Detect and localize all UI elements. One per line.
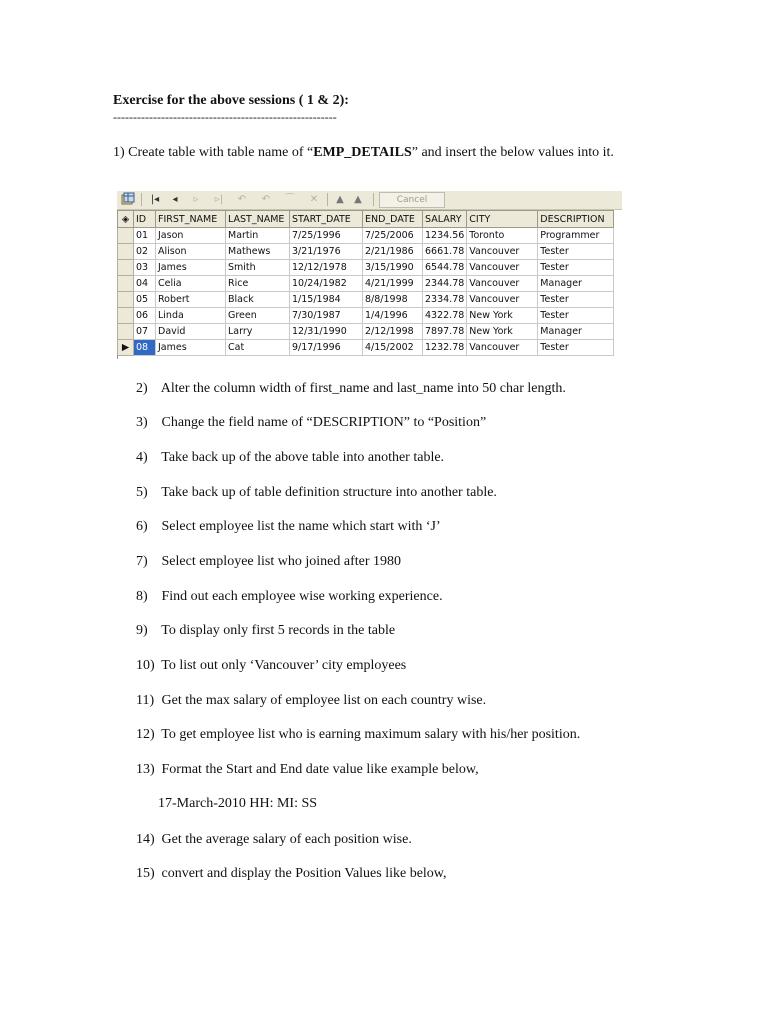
- table-cell[interactable]: Vancouver: [467, 340, 538, 356]
- clear-icon[interactable]: ✕: [309, 194, 319, 205]
- table-cell[interactable]: Vancouver: [467, 292, 538, 308]
- table-cell[interactable]: Tester: [538, 260, 614, 276]
- table-cell[interactable]: 1232.78: [423, 340, 467, 356]
- question-number: 9): [136, 623, 148, 638]
- table-cell[interactable]: 4322.78: [423, 308, 467, 324]
- table-cell[interactable]: 08: [134, 340, 156, 356]
- table-cell[interactable]: 10/24/1982: [290, 276, 363, 292]
- column-header[interactable]: ID: [134, 211, 156, 228]
- table-cell[interactable]: Martin: [226, 228, 290, 244]
- table-cell[interactable]: Larry: [226, 324, 290, 340]
- row-indicator[interactable]: [118, 228, 134, 244]
- question-number: 12): [136, 727, 155, 742]
- question-number: 8): [136, 589, 148, 604]
- table-cell[interactable]: 04: [134, 276, 156, 292]
- question-1: [113, 144, 653, 161]
- table-cell[interactable]: New York: [467, 308, 538, 324]
- question-text: To get employee list who is earning maximum salary with his/her position.: [161, 727, 581, 742]
- table-cell[interactable]: 01: [134, 228, 156, 244]
- question-number: 10): [136, 658, 155, 673]
- table-cell[interactable]: Black: [226, 292, 290, 308]
- question-text: Get the max salary of employee list on each country wise.: [161, 693, 487, 708]
- first-record-icon[interactable]: |◂: [150, 194, 160, 205]
- column-header[interactable]: LAST_NAME: [226, 211, 290, 228]
- table-cell[interactable]: Alison: [156, 244, 226, 260]
- table-cell[interactable]: 2334.78: [423, 292, 467, 308]
- grid-bottom-edge: [117, 355, 134, 359]
- table-row-selected[interactable]: [118, 340, 614, 356]
- question-item: [136, 554, 401, 570]
- question-text: To list out only ‘Vancouver’ city employees: [161, 658, 407, 673]
- table-cell[interactable]: 03: [134, 260, 156, 276]
- question-item: [136, 589, 443, 605]
- question-text: Format the Start and End date value like example below,: [161, 762, 479, 777]
- cancel-button[interactable]: Cancel: [379, 192, 445, 208]
- last-record-icon[interactable]: ▹|: [214, 194, 224, 205]
- table-row[interactable]: [118, 276, 614, 292]
- table-cell[interactable]: Manager: [538, 324, 614, 340]
- table-cell[interactable]: 7897.78: [423, 324, 467, 340]
- table-cell[interactable]: Mathews: [226, 244, 290, 260]
- table-cell[interactable]: 02: [134, 244, 156, 260]
- column-header[interactable]: START_DATE: [290, 211, 363, 228]
- table-cell[interactable]: 12/31/1990: [290, 324, 363, 340]
- table-cell[interactable]: Jason: [156, 228, 226, 244]
- next-record-icon[interactable]: ▹: [193, 194, 199, 205]
- table-row[interactable]: [118, 228, 614, 244]
- table-cell[interactable]: 4/15/2002: [363, 340, 423, 356]
- prev-record-icon[interactable]: ◂: [172, 194, 178, 205]
- question-text: Find out each employee wise working experience.: [161, 589, 443, 604]
- row-indicator[interactable]: [118, 292, 134, 308]
- column-header[interactable]: DESCRIPTION: [538, 211, 614, 228]
- table-cell[interactable]: 6661.78: [423, 244, 467, 260]
- corner-icon[interactable]: ◈: [118, 211, 134, 228]
- question-number: 6): [136, 519, 148, 534]
- table-row[interactable]: [118, 244, 614, 260]
- table-cell[interactable]: Programmer: [538, 228, 614, 244]
- table-cell[interactable]: Tester: [538, 244, 614, 260]
- question-item: [136, 623, 395, 639]
- table-cell[interactable]: James: [156, 260, 226, 276]
- question-item: [136, 485, 497, 501]
- redo-icon[interactable]: ↶: [261, 194, 271, 205]
- question-text: Take back up of the above table into another table.: [161, 450, 445, 465]
- table-cell[interactable]: Vancouver: [467, 260, 538, 276]
- emp-details-table: [117, 210, 614, 356]
- question-text: convert and display the Position Values like below,: [161, 866, 447, 881]
- table-cell[interactable]: Manager: [538, 276, 614, 292]
- question-text: Take back up of table definition structure into another table.: [161, 485, 497, 500]
- table-cell[interactable]: Linda: [156, 308, 226, 324]
- table-cell[interactable]: Rice: [226, 276, 290, 292]
- table-row[interactable]: [118, 324, 614, 340]
- table-cell[interactable]: 07: [134, 324, 156, 340]
- question-text: Get the average salary of each position wise.: [161, 832, 412, 847]
- column-header[interactable]: CITY: [467, 211, 538, 228]
- question-text: Change the field name of “DESCRIPTION” to “Position”: [161, 415, 487, 430]
- table-cell[interactable]: 05: [134, 292, 156, 308]
- column-header[interactable]: SALARY: [423, 211, 467, 228]
- question-text: Alter the column width of first_name and last_name into 50 char length.: [160, 381, 566, 396]
- table-row[interactable]: [118, 292, 614, 308]
- row-indicator[interactable]: [118, 276, 134, 292]
- question-number: 11): [136, 693, 155, 708]
- question-number: 4): [136, 450, 148, 465]
- emp-details-grid: [117, 191, 622, 359]
- table-cell[interactable]: Smith: [226, 260, 290, 276]
- table-cell[interactable]: 6544.78: [423, 260, 467, 276]
- commit-icon[interactable]: ▲: [336, 194, 344, 205]
- table-cell[interactable]: 7/25/1996: [290, 228, 363, 244]
- table-cell[interactable]: 06: [134, 308, 156, 324]
- row-pointer-icon[interactable]: ▶: [118, 340, 134, 356]
- table-cell[interactable]: 2/12/1998: [363, 324, 423, 340]
- question-item: [136, 832, 412, 848]
- question-number: 15): [136, 866, 155, 881]
- question-item: [136, 693, 486, 709]
- row-indicator[interactable]: [118, 308, 134, 324]
- table-cell[interactable]: 9/17/1996: [290, 340, 363, 356]
- question-text: To display only first 5 records in the table: [161, 623, 396, 638]
- question-item: [136, 519, 441, 535]
- table-cell[interactable]: 7/25/2006: [363, 228, 423, 244]
- row-indicator[interactable]: [118, 324, 134, 340]
- separator-dashes: --------------------------------------------------------: [113, 110, 337, 124]
- question-number: 2): [136, 381, 148, 396]
- table-cell[interactable]: Green: [226, 308, 290, 324]
- table-cell[interactable]: 4/21/1999: [363, 276, 423, 292]
- table-cell[interactable]: 1/15/1984: [290, 292, 363, 308]
- table-cell[interactable]: Celia: [156, 276, 226, 292]
- question-item: [136, 762, 479, 778]
- table-row[interactable]: [118, 260, 614, 276]
- question-item: [136, 381, 566, 397]
- question-number: 7): [136, 554, 148, 569]
- grid-icon[interactable]: [120, 192, 136, 207]
- table-cell[interactable]: Cat: [226, 340, 290, 356]
- table-cell[interactable]: Tester: [538, 340, 614, 356]
- table-cell[interactable]: 3/21/1976: [290, 244, 363, 260]
- table-cell[interactable]: 8/8/1998: [363, 292, 423, 308]
- refresh-icon[interactable]: ⌒: [285, 194, 295, 205]
- question-item: [136, 415, 486, 431]
- table-cell[interactable]: Tester: [538, 308, 614, 324]
- table-cell[interactable]: Vancouver: [467, 276, 538, 292]
- column-header[interactable]: END_DATE: [363, 211, 423, 228]
- table-row[interactable]: [118, 308, 614, 324]
- question-number: 3): [136, 415, 148, 430]
- question-number: 14): [136, 832, 155, 847]
- question-item: [136, 866, 447, 882]
- question-item: [136, 658, 406, 674]
- grid-toolbar: [117, 191, 622, 210]
- question-1-suffix: ” and insert the below values into it.: [411, 145, 614, 160]
- table-cell[interactable]: Vancouver: [467, 244, 538, 260]
- question-number: 13): [136, 762, 155, 777]
- table-cell[interactable]: 1/4/1996: [363, 308, 423, 324]
- table-cell[interactable]: 2/21/1986: [363, 244, 423, 260]
- exercise-heading: Exercise for the above sessions ( 1 & 2):: [113, 93, 349, 108]
- table-cell[interactable]: 7/30/1987: [290, 308, 363, 324]
- rollback-icon[interactable]: ▲: [354, 194, 362, 205]
- table-cell[interactable]: 1234.56: [423, 228, 467, 244]
- table-cell[interactable]: Toronto: [467, 228, 538, 244]
- table-cell[interactable]: 12/12/1978: [290, 260, 363, 276]
- table-name: EMP_DETAILS: [313, 145, 412, 160]
- table-cell[interactable]: James: [156, 340, 226, 356]
- table-cell[interactable]: David: [156, 324, 226, 340]
- table-cell[interactable]: 2344.78: [423, 276, 467, 292]
- table-cell[interactable]: 3/15/1990: [363, 260, 423, 276]
- date-format-example: 17-March-2010 HH: MI: SS: [158, 796, 318, 811]
- row-indicator[interactable]: [118, 260, 134, 276]
- question-1-prefix: 1) Create table with table name of “: [113, 145, 314, 160]
- row-indicator[interactable]: [118, 244, 134, 260]
- column-header[interactable]: FIRST_NAME: [156, 211, 226, 228]
- table-cell[interactable]: Tester: [538, 292, 614, 308]
- table-cell[interactable]: Robert: [156, 292, 226, 308]
- header-row: [118, 211, 614, 228]
- question-item: [136, 727, 580, 743]
- question-item: [136, 450, 444, 466]
- table-cell[interactable]: New York: [467, 324, 538, 340]
- question-text: Select employee list who joined after 1980: [161, 554, 401, 569]
- undo-icon[interactable]: ↶: [237, 194, 247, 205]
- question-text: Select employee list the name which start with ‘J’: [161, 519, 441, 534]
- question-number: 5): [136, 485, 148, 500]
